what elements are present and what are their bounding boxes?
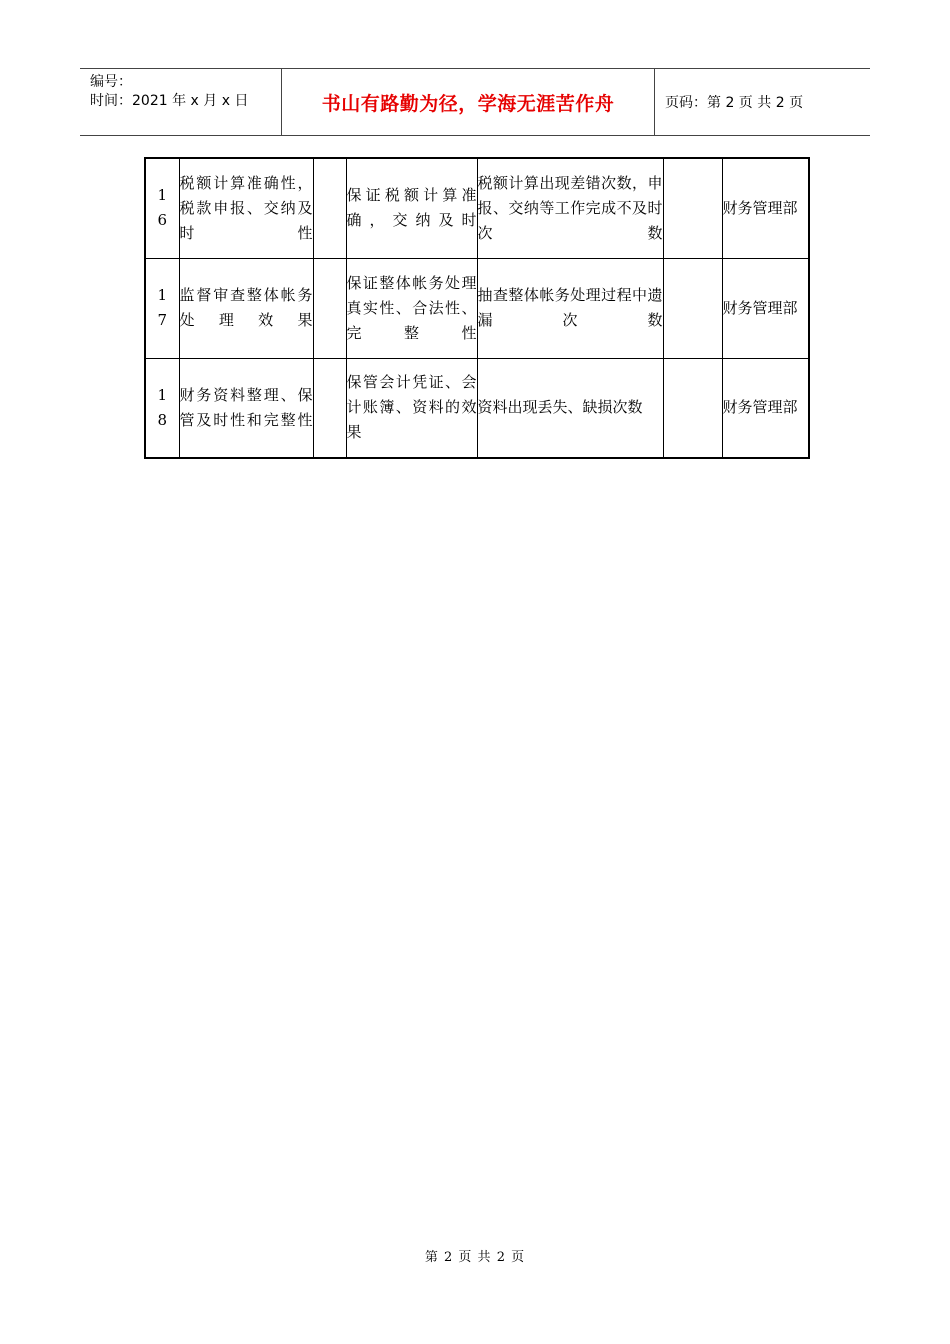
time-label: 时间：2021 年 x 月 x 日 <box>90 93 249 109</box>
department-cell: 财务管理部 <box>722 358 809 458</box>
kpi-item: 财务资料整理、保管及时性和完整性 <box>179 358 313 458</box>
motto-text: 书山有路勤为径，学海无涯苦作舟 <box>321 92 615 115</box>
department-cell: 财务管理部 <box>722 258 809 358</box>
blank-cell <box>663 358 722 458</box>
row-number: 18 <box>145 358 179 458</box>
kpi-item: 税额计算准确性，税款申报、交纳及时性 <box>179 158 313 258</box>
row-number: 16 <box>145 158 179 258</box>
table-row <box>145 258 809 358</box>
blank-cell <box>663 258 722 358</box>
kpi-measure: 税额计算出现差错次数，申报、交纳等工作完成不及时次数 <box>477 158 663 258</box>
weight-cell <box>313 358 346 458</box>
header-meta <box>80 69 282 135</box>
header-page-cell <box>655 69 870 135</box>
kpi-measure: 抽查整体帐务处理过程中遗漏次数 <box>477 258 663 358</box>
kpi-table <box>144 157 810 459</box>
kpi-purpose: 保证整体帐务处理真实性、合法性、完整性 <box>346 258 477 358</box>
page-label: 页码：第 2 页 共 2 页 <box>665 95 804 111</box>
page-footer: 第 2 页 共 2 页 <box>424 1250 526 1265</box>
table-row <box>145 358 809 458</box>
code-label: 编号： <box>90 74 132 90</box>
header-motto-cell <box>282 69 655 135</box>
weight-cell <box>313 158 346 258</box>
blank-cell <box>663 158 722 258</box>
row-number: 17 <box>145 258 179 358</box>
kpi-item: 监督审查整体帐务处理效果 <box>179 258 313 358</box>
kpi-purpose: 保证税额计算准确，交纳及时 <box>346 158 477 258</box>
department-cell: 财务管理部 <box>722 158 809 258</box>
weight-cell <box>313 258 346 358</box>
kpi-purpose: 保管会计凭证、会计账簿、资料的效果 <box>346 358 477 458</box>
table-row <box>145 158 809 258</box>
page-header <box>80 68 870 136</box>
kpi-measure: 资料出现丢失、缺损次数 <box>477 358 663 458</box>
